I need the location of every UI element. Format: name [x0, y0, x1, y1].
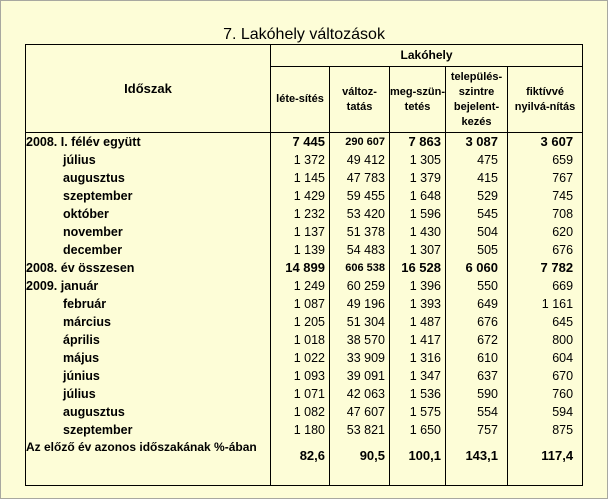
table-row	[26, 151, 583, 169]
cell-value: 645	[508, 313, 583, 331]
footer-row	[26, 439, 583, 486]
footer-value: 90,5	[330, 439, 390, 486]
cell-value: 7 445	[271, 133, 330, 152]
row-label-text: szeptember	[63, 423, 133, 437]
header-col-telepules: település-szintre bejelent-kezés	[446, 67, 508, 133]
cell-value: 1 575	[390, 403, 446, 421]
cell-value: 676	[446, 313, 508, 331]
row-label-text: június	[63, 369, 100, 383]
row-label-text: április	[63, 333, 100, 347]
cell-value: 554	[446, 403, 508, 421]
header-group: Lakóhely	[271, 45, 583, 67]
cell-value: 760	[508, 385, 583, 403]
cell-value: 1 161	[508, 295, 583, 313]
table-row	[26, 187, 583, 205]
cell-value: 51 304	[330, 313, 390, 331]
cell-value: 669	[508, 277, 583, 295]
row-label	[26, 277, 271, 295]
row-label	[26, 313, 271, 331]
cell-value: 1 430	[390, 223, 446, 241]
row-label-text: szeptember	[63, 189, 133, 203]
table-row	[26, 169, 583, 187]
footer-label: Az előző év azonos időszakának %-ában	[26, 439, 271, 486]
cell-value: 637	[446, 367, 508, 385]
row-label	[26, 421, 271, 439]
table-row	[26, 385, 583, 403]
cell-value: 1 316	[390, 349, 446, 367]
cell-value: 1 022	[271, 349, 330, 367]
cell-value: 1 650	[390, 421, 446, 439]
footer-value: 82,6	[271, 439, 330, 486]
row-label-text: február	[63, 297, 107, 311]
table-title: 7. Lakóhely változások	[223, 26, 385, 43]
cell-value: 745	[508, 187, 583, 205]
cell-value: 33 909	[330, 349, 390, 367]
cell-value: 1 417	[390, 331, 446, 349]
row-label	[26, 223, 271, 241]
cell-value: 1 429	[271, 187, 330, 205]
row-label	[26, 151, 271, 169]
table-row	[26, 403, 583, 421]
table-row	[26, 349, 583, 367]
cell-value: 415	[446, 169, 508, 187]
cell-value: 1 379	[390, 169, 446, 187]
cell-value: 676	[508, 241, 583, 259]
cell-value: 39 091	[330, 367, 390, 385]
cell-value: 504	[446, 223, 508, 241]
cell-value: 51 378	[330, 223, 390, 241]
row-label	[26, 295, 271, 313]
header-col-valtoztatas: változ-tatás	[330, 67, 390, 133]
cell-value: 708	[508, 205, 583, 223]
row-label	[26, 385, 271, 403]
table-row	[26, 133, 583, 152]
cell-value: 1 307	[390, 241, 446, 259]
cell-value: 1 648	[390, 187, 446, 205]
row-label	[26, 367, 271, 385]
cell-value: 47 607	[330, 403, 390, 421]
row-label-text: július	[63, 153, 96, 167]
cell-value: 1 145	[271, 169, 330, 187]
cell-value: 1 082	[271, 403, 330, 421]
cell-value: 1 071	[271, 385, 330, 403]
cell-value: 529	[446, 187, 508, 205]
cell-value: 1 018	[271, 331, 330, 349]
cell-value: 1 396	[390, 277, 446, 295]
cell-value: 590	[446, 385, 508, 403]
row-label-text: július	[63, 387, 96, 401]
cell-value: 38 570	[330, 331, 390, 349]
cell-value: 649	[446, 295, 508, 313]
cell-value: 672	[446, 331, 508, 349]
cell-value: 54 483	[330, 241, 390, 259]
cell-value: 7 863	[390, 133, 446, 152]
row-label	[26, 259, 271, 277]
table-row	[26, 367, 583, 385]
header-period: Időszak	[26, 45, 271, 133]
cell-value: 53 821	[330, 421, 390, 439]
cell-value: 60 259	[330, 277, 390, 295]
row-label-text: október	[63, 207, 109, 221]
row-label	[26, 403, 271, 421]
row-label-text: 2009. január	[26, 279, 99, 293]
cell-value: 670	[508, 367, 583, 385]
cell-value: 1 393	[390, 295, 446, 313]
header-col-megszuntetes: meg-szün-tetés	[390, 67, 446, 133]
table-row	[26, 259, 583, 277]
table-row	[26, 241, 583, 259]
header-col-letesites: léte-sítés	[271, 67, 330, 133]
cell-value: 16 528	[390, 259, 446, 277]
table-row	[26, 331, 583, 349]
cell-value: 1 372	[271, 151, 330, 169]
table-row	[26, 205, 583, 223]
cell-value: 1 093	[271, 367, 330, 385]
row-label-text: május	[63, 351, 100, 365]
cell-value: 42 063	[330, 385, 390, 403]
cell-value: 505	[446, 241, 508, 259]
cell-value: 1 305	[390, 151, 446, 169]
cell-value: 620	[508, 223, 583, 241]
row-label-text: március	[63, 315, 111, 329]
footer-value: 143,1	[446, 439, 508, 486]
table-row	[26, 421, 583, 439]
table-row	[26, 313, 583, 331]
cell-value: 59 455	[330, 187, 390, 205]
cell-value: 1 487	[390, 313, 446, 331]
cell-value: 49 196	[330, 295, 390, 313]
cell-value: 767	[508, 169, 583, 187]
row-label-text: 2008. I. félév együtt	[26, 135, 141, 149]
row-label	[26, 349, 271, 367]
row-label	[26, 331, 271, 349]
table-row	[26, 277, 583, 295]
row-label-text: augusztus	[63, 171, 125, 185]
row-label	[26, 205, 271, 223]
cell-value: 550	[446, 277, 508, 295]
cell-value: 14 899	[271, 259, 330, 277]
row-label	[26, 241, 271, 259]
footer-value: 117,4	[508, 439, 583, 486]
row-label-text: december	[63, 243, 123, 257]
cell-value: 610	[446, 349, 508, 367]
table-row	[26, 223, 583, 241]
cell-value: 606 538	[330, 259, 390, 277]
cell-value: 875	[508, 421, 583, 439]
data-table	[25, 44, 583, 486]
cell-value: 545	[446, 205, 508, 223]
cell-value: 3 087	[446, 133, 508, 152]
cell-value: 1 205	[271, 313, 330, 331]
footer-value: 100,1	[390, 439, 446, 486]
cell-value: 659	[508, 151, 583, 169]
cell-value: 757	[446, 421, 508, 439]
table-row	[26, 295, 583, 313]
cell-value: 7 782	[508, 259, 583, 277]
cell-value: 1 139	[271, 241, 330, 259]
row-label	[26, 187, 271, 205]
cell-value: 1 232	[271, 205, 330, 223]
cell-value: 800	[508, 331, 583, 349]
cell-value: 604	[508, 349, 583, 367]
cell-value: 49 412	[330, 151, 390, 169]
cell-value: 47 783	[330, 169, 390, 187]
cell-value: 1 137	[271, 223, 330, 241]
row-label-text: 2008. év összesen	[26, 261, 135, 275]
cell-value: 1 249	[271, 277, 330, 295]
cell-value: 3 607	[508, 133, 583, 152]
cell-value: 290 607	[330, 133, 390, 152]
cell-value: 1 087	[271, 295, 330, 313]
cell-value: 53 420	[330, 205, 390, 223]
cell-value: 1 596	[390, 205, 446, 223]
cell-value: 1 536	[390, 385, 446, 403]
cell-value: 475	[446, 151, 508, 169]
row-label-text: augusztus	[63, 405, 125, 419]
cell-value: 1 180	[271, 421, 330, 439]
cell-value: 1 347	[390, 367, 446, 385]
cell-value: 6 060	[446, 259, 508, 277]
row-label-text: november	[63, 225, 123, 239]
row-label	[26, 169, 271, 187]
header-col-fiktiv: fiktívvé nyilvá-nítás	[508, 67, 583, 133]
row-label	[26, 133, 271, 152]
cell-value: 594	[508, 403, 583, 421]
